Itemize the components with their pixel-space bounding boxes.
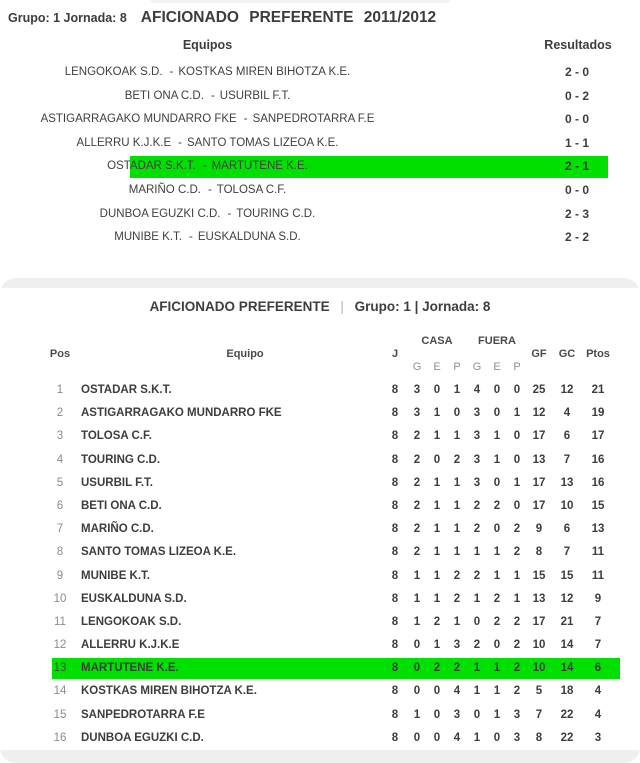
header-gf: GF — [531, 348, 547, 360]
vs-dash: - — [169, 66, 174, 78]
played: 8 — [391, 499, 399, 512]
home-wins: 2 — [413, 523, 421, 536]
header-pos: Pos — [49, 348, 71, 360]
played: 8 — [391, 639, 399, 652]
home-draws: 1 — [433, 499, 441, 512]
home-wins: 3 — [413, 384, 421, 396]
position: 14 — [53, 685, 67, 698]
goals-against: 18 — [560, 685, 574, 698]
away-team: MARTUTENE K.E. — [211, 160, 308, 173]
goals-for: 13 — [532, 453, 546, 466]
vs-dash: - — [243, 113, 248, 126]
away-wins: 2 — [473, 639, 481, 652]
vs-dash: - — [210, 89, 215, 102]
away-wins: 2 — [473, 523, 481, 536]
team-name: USURBIL F.T. — [81, 476, 153, 489]
result-row — [0, 179, 640, 203]
played: 8 — [391, 523, 399, 536]
vs-dash: - — [227, 207, 232, 220]
away-draws: 0 — [493, 731, 501, 744]
goals-against: 22 — [560, 708, 574, 721]
home-wins: 2 — [413, 499, 421, 512]
home-team: ASTIGARRAGAKO MUNDARRO FKE — [40, 113, 237, 126]
away-losses: 1 — [513, 592, 521, 605]
team-name: MUNIBE K.T. — [81, 569, 150, 582]
home-losses: 1 — [453, 546, 461, 559]
goals-against: 12 — [560, 384, 574, 396]
away-team: EUSKALDUNA S.D. — [197, 231, 301, 244]
away-wins: 1 — [473, 546, 481, 559]
away-team: SANTO TOMAS LIZEOA K.E. — [186, 136, 339, 149]
results-header — [8, 9, 632, 27]
home-team: MARIÑO C.D. — [128, 183, 201, 196]
goals-against: 7 — [563, 453, 571, 466]
vs-dash: - — [202, 160, 207, 173]
goals-for: 15 — [532, 569, 546, 582]
goals-for: 25 — [532, 384, 546, 396]
team-name: LENGOKOAK S.D. — [81, 615, 182, 628]
match-teams — [0, 108, 415, 132]
points: 7 — [594, 615, 602, 628]
position: 5 — [56, 476, 64, 489]
away-losses: 2 — [513, 685, 521, 698]
position: 7 — [56, 523, 64, 536]
position: 1 — [56, 384, 64, 396]
away-losses: 0 — [513, 430, 521, 443]
home-wins: 2 — [413, 430, 421, 443]
team-name: MARIÑO C.D. — [81, 523, 154, 536]
home-wins: 3 — [413, 407, 421, 420]
away-losses: 1 — [513, 407, 521, 420]
match-score: 2 - 3 — [564, 206, 589, 221]
home-draws: 1 — [433, 476, 441, 489]
table-row — [0, 472, 640, 495]
table-row — [0, 727, 640, 750]
team-name: MARTUTENE K.E. — [81, 662, 179, 675]
home-losses: 1 — [453, 476, 461, 489]
home-draws: 2 — [433, 662, 441, 675]
header-fuera-p: P — [513, 361, 521, 373]
team-name: OSTADAR S.K.T. — [81, 384, 172, 396]
table-row — [0, 588, 640, 611]
goals-against: 6 — [563, 430, 571, 443]
played: 8 — [391, 453, 399, 466]
away-wins: 3 — [473, 476, 481, 489]
goals-against: 6 — [563, 523, 571, 536]
away-wins: 1 — [473, 731, 481, 744]
home-draws: 1 — [433, 407, 441, 420]
home-draws: 0 — [433, 384, 441, 396]
away-wins: 4 — [473, 384, 481, 396]
header-fuera: FUERA — [478, 335, 516, 347]
away-draws: 2 — [493, 499, 501, 512]
home-wins: 0 — [413, 731, 421, 744]
top-edge-artifact — [150, 0, 450, 3]
home-team: ALLERRU K.J.K.E — [76, 136, 172, 149]
away-wins: 0 — [473, 615, 481, 628]
equipos-column-header: Equipos — [182, 38, 233, 52]
played: 8 — [391, 569, 399, 582]
position: 4 — [56, 453, 64, 466]
goals-for: 8 — [535, 731, 543, 744]
home-team: MUNIBE K.T. — [114, 231, 182, 244]
home-wins: 0 — [413, 639, 421, 652]
position: 11 — [54, 615, 66, 628]
played: 8 — [391, 476, 399, 489]
away-wins: 1 — [473, 592, 481, 605]
home-wins: 2 — [413, 546, 421, 559]
away-losses: 2 — [513, 639, 521, 652]
position: 12 — [53, 639, 67, 652]
table-row — [0, 402, 640, 425]
away-wins: 1 — [473, 685, 481, 698]
away-draws: 2 — [493, 615, 501, 628]
header-fuera-e: E — [493, 361, 501, 373]
goals-against: 14 — [560, 639, 574, 652]
away-losses: 0 — [513, 499, 521, 512]
away-losses: 0 — [513, 384, 521, 396]
points: 16 — [591, 453, 605, 466]
home-draws: 1 — [433, 569, 441, 582]
home-draws: 1 — [433, 639, 441, 652]
position: 8 — [56, 546, 64, 559]
home-draws: 0 — [433, 731, 441, 744]
goals-for: 17 — [532, 476, 546, 489]
away-draws: 0 — [493, 523, 501, 536]
table-row — [0, 680, 640, 703]
goals-for: 8 — [535, 546, 543, 559]
team-name: SANTO TOMAS LIZEOA K.E. — [81, 546, 237, 559]
away-team: TOURING C.D. — [236, 207, 316, 220]
standings-rows — [0, 379, 640, 750]
table-row — [0, 379, 640, 402]
points: 13 — [591, 523, 605, 536]
points: 4 — [594, 685, 602, 698]
away-draws: 0 — [493, 476, 501, 489]
goals-for: 10 — [532, 639, 546, 652]
points: 19 — [591, 407, 605, 420]
goals-against: 14 — [560, 662, 574, 675]
played: 8 — [391, 430, 399, 443]
standings-title-separator: | — [340, 299, 344, 314]
team-name: SANPEDROTARRA F.E — [81, 708, 205, 721]
position: 9 — [56, 569, 64, 582]
away-team: TOLOSA C.F. — [216, 183, 287, 196]
vs-dash: - — [178, 136, 182, 149]
standings-title-competition: AFICIONADO PREFERENTE — [149, 299, 330, 314]
goals-against: 12 — [560, 592, 574, 605]
table-row — [0, 449, 640, 472]
header-ptos: Ptos — [586, 348, 610, 360]
points: 4 — [594, 708, 602, 721]
header-played: J — [391, 348, 399, 360]
match-teams — [0, 179, 415, 203]
home-losses: 2 — [453, 569, 461, 582]
home-team: BETI ONA C.D. — [124, 89, 204, 102]
team-name: EUSKALDUNA S.D. — [81, 592, 187, 605]
header-casa-p: P — [453, 361, 461, 373]
home-draws: 1 — [433, 523, 441, 536]
away-losses: 3 — [513, 731, 521, 744]
away-wins: 0 — [473, 708, 481, 721]
results-list — [0, 61, 640, 250]
match-teams — [0, 85, 415, 109]
away-draws: 1 — [493, 546, 501, 559]
match-teams — [0, 155, 415, 179]
standings-title-meta: Grupo: 1 | Jornada: 8 — [354, 299, 491, 314]
points: 11 — [591, 569, 605, 582]
home-wins: 0 — [413, 662, 421, 675]
team-name: TOLOSA C.F. — [81, 430, 152, 443]
home-losses: 2 — [453, 592, 461, 605]
home-team: OSTADAR S.K.T. — [107, 160, 196, 173]
away-losses: 3 — [513, 708, 521, 721]
position: 3 — [56, 430, 64, 443]
away-losses: 2 — [513, 662, 521, 675]
table-row — [0, 518, 640, 541]
away-draws: 2 — [493, 592, 501, 605]
away-draws: 1 — [493, 430, 501, 443]
goals-for: 10 — [532, 662, 546, 675]
points: 11 — [591, 546, 605, 559]
goals-for: 5 — [535, 685, 543, 698]
table-row — [0, 541, 640, 564]
header-casa: CASA — [421, 335, 453, 347]
group-jornada-label: Grupo: 1 Jornada: 8 — [8, 11, 127, 25]
position: 16 — [53, 731, 67, 744]
goals-against: 7 — [563, 546, 571, 559]
header-fuera-g: G — [472, 361, 482, 373]
header-gc: GC — [558, 348, 576, 360]
home-draws: 0 — [433, 708, 441, 721]
competition-title: AFICIONADO PREFERENTE 2011/2012 — [140, 9, 437, 26]
home-draws: 1 — [433, 430, 441, 443]
table-row — [0, 425, 640, 448]
points: 15 — [591, 499, 605, 512]
home-wins: 0 — [413, 685, 421, 698]
home-wins: 2 — [413, 476, 421, 489]
points: 6 — [594, 662, 602, 675]
match-teams — [0, 132, 415, 156]
header-casa-e: E — [433, 361, 441, 373]
away-draws: 0 — [493, 384, 501, 396]
home-losses: 1 — [453, 499, 461, 512]
result-row — [0, 226, 640, 250]
played: 8 — [391, 685, 399, 698]
team-name: ASTIGARRAGAKO MUNDARRO FKE — [81, 407, 282, 420]
goals-for: 7 — [535, 708, 543, 721]
table-row — [0, 611, 640, 634]
home-losses: 1 — [453, 430, 461, 443]
goals-for: 9 — [535, 523, 543, 536]
away-wins: 3 — [473, 453, 481, 466]
away-losses: 2 — [513, 615, 521, 628]
position: 6 — [56, 499, 64, 512]
home-losses: 3 — [453, 639, 461, 652]
home-team: LENGOKOAK S.D. — [64, 66, 163, 78]
home-draws: 1 — [433, 546, 441, 559]
away-losses: 1 — [513, 476, 521, 489]
home-losses: 2 — [453, 453, 461, 466]
goals-against: 13 — [560, 476, 574, 489]
match-score: 0 - 0 — [564, 182, 589, 197]
result-row-highlighted — [0, 155, 640, 179]
home-wins: 1 — [413, 592, 421, 605]
home-wins: 1 — [413, 615, 421, 628]
vs-dash: - — [207, 183, 212, 196]
match-score: 0 - 2 — [564, 88, 589, 103]
team-name: ALLERRU K.J.K.E — [81, 639, 180, 652]
away-losses: 1 — [513, 569, 521, 582]
table-row — [0, 565, 640, 588]
match-score: 2 - 1 — [564, 159, 589, 174]
away-draws: 1 — [493, 708, 501, 721]
result-row — [0, 108, 640, 132]
goals-for: 12 — [532, 407, 546, 420]
home-losses: 1 — [453, 523, 461, 536]
away-wins: 2 — [473, 499, 481, 512]
played: 8 — [391, 546, 399, 559]
team-name: BETI ONA C.D. — [81, 499, 162, 512]
points: 7 — [594, 639, 602, 652]
home-draws: 1 — [433, 592, 441, 605]
position: 15 — [53, 708, 67, 721]
away-wins: 3 — [473, 407, 481, 420]
points: 21 — [591, 384, 605, 396]
result-row — [0, 132, 640, 156]
table-row — [0, 704, 640, 727]
goals-against: 21 — [560, 615, 574, 628]
goals-for: 17 — [532, 615, 546, 628]
match-score: 2 - 2 — [564, 230, 589, 245]
played: 8 — [391, 662, 399, 675]
points: 16 — [591, 476, 605, 489]
away-draws: 1 — [493, 662, 501, 675]
played: 8 — [391, 407, 399, 420]
home-losses: 1 — [453, 615, 461, 628]
played: 8 — [391, 592, 399, 605]
home-losses: 4 — [453, 731, 461, 744]
home-wins: 2 — [413, 453, 421, 466]
played: 8 — [391, 384, 399, 396]
goals-against: 15 — [560, 569, 574, 582]
home-wins: 1 — [413, 708, 421, 721]
goals-for: 13 — [532, 592, 546, 605]
away-draws: 1 — [493, 453, 501, 466]
away-wins: 3 — [473, 430, 481, 443]
standings-title — [0, 299, 640, 314]
away-wins: 1 — [473, 662, 481, 675]
header-casa-g: G — [412, 361, 422, 373]
away-draws: 1 — [493, 569, 501, 582]
result-row — [0, 61, 640, 85]
match-score: 2 - 0 — [564, 65, 589, 79]
home-losses: 4 — [453, 685, 461, 698]
away-losses: 2 — [513, 546, 521, 559]
away-draws: 0 — [493, 639, 501, 652]
away-team: KOSTKAS MIREN BIHOTZA K.E. — [178, 66, 351, 78]
goals-for: 17 — [532, 499, 546, 512]
table-row — [0, 634, 640, 657]
goals-for: 17 — [532, 430, 546, 443]
header-equipo: Equipo — [226, 348, 264, 360]
away-draws: 1 — [493, 685, 501, 698]
home-losses: 2 — [453, 662, 461, 675]
home-draws: 0 — [433, 685, 441, 698]
away-team: SANPEDROTARRA F.E — [252, 113, 375, 126]
result-row — [0, 85, 640, 109]
home-draws: 0 — [433, 453, 441, 466]
points: 9 — [594, 592, 602, 605]
points: 3 — [594, 731, 602, 744]
goals-against: 4 — [563, 407, 571, 420]
points: 17 — [591, 430, 605, 443]
home-losses: 3 — [453, 708, 461, 721]
match-score: 0 - 0 — [564, 112, 589, 127]
home-losses: 0 — [453, 407, 461, 420]
away-draws: 0 — [493, 407, 501, 420]
table-row-highlighted — [0, 657, 640, 680]
home-wins: 1 — [413, 569, 421, 582]
away-losses: 0 — [513, 453, 521, 466]
position: 10 — [53, 592, 67, 605]
match-teams — [0, 61, 415, 85]
played: 8 — [391, 731, 399, 744]
away-wins: 2 — [473, 569, 481, 582]
team-name: TOURING C.D. — [81, 453, 161, 466]
team-name: DUNBOA EGUZKI C.D. — [81, 731, 204, 744]
goals-against: 22 — [560, 731, 574, 744]
home-draws: 2 — [433, 615, 441, 628]
away-team: USURBIL F.T. — [219, 89, 291, 102]
away-losses: 2 — [513, 523, 521, 536]
team-name: KOSTKAS MIREN BIHOTZA K.E. — [81, 685, 257, 698]
match-teams — [0, 203, 415, 227]
result-row — [0, 203, 640, 227]
home-team: DUNBOA EGUZKI C.D. — [99, 207, 221, 220]
home-losses: 1 — [453, 384, 461, 396]
played: 8 — [391, 708, 399, 721]
match-teams — [0, 226, 415, 250]
table-row — [0, 495, 640, 518]
resultados-column-header: Resultados — [544, 38, 612, 52]
vs-dash: - — [188, 231, 193, 244]
position: 13 — [53, 662, 67, 675]
position: 2 — [56, 407, 64, 420]
played: 8 — [391, 615, 399, 628]
goals-against: 10 — [560, 499, 574, 512]
match-score: 1 - 1 — [564, 135, 589, 150]
